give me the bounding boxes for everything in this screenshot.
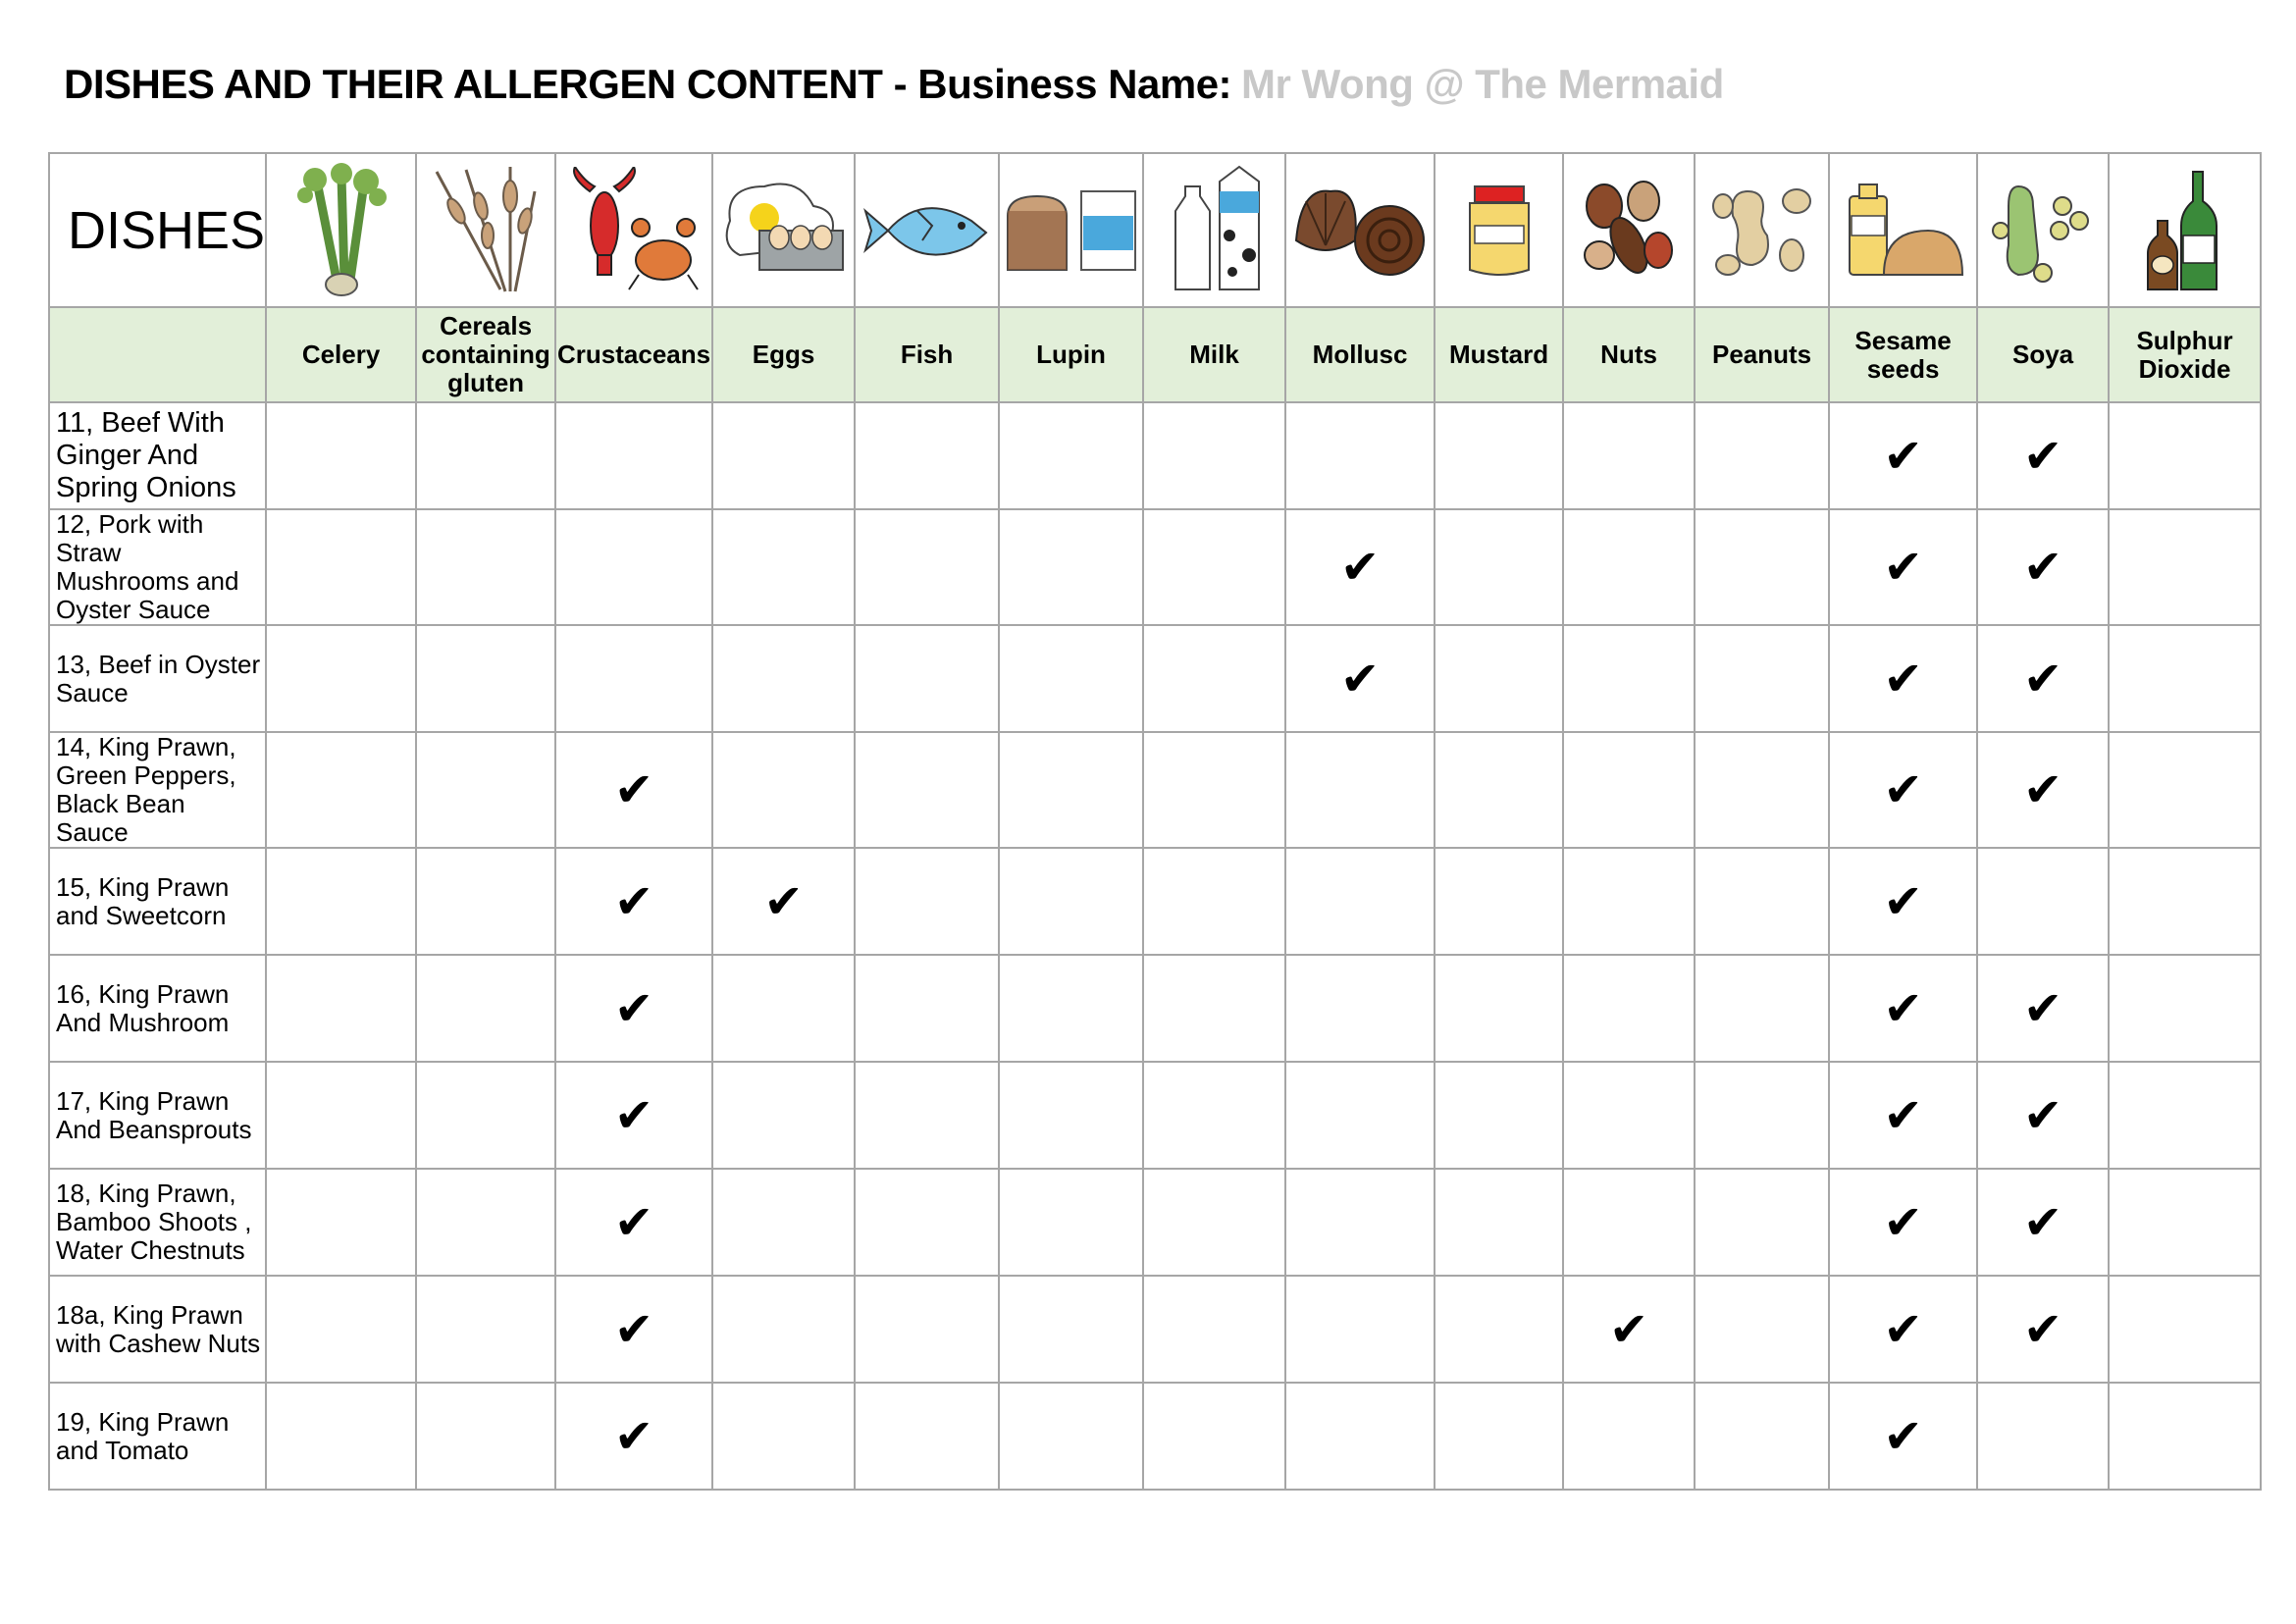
check-icon: ✔ — [2022, 1194, 2063, 1250]
allergen-cell-mollusc — [1285, 625, 1435, 732]
soya-icon — [1977, 153, 2109, 307]
allergen-cell-mollusc — [1285, 732, 1435, 848]
allergen-cell-lupin — [999, 625, 1143, 732]
allergen-cell-sesame — [1829, 625, 1977, 732]
allergen-cell-fish — [855, 402, 999, 509]
check-icon: ✔ — [1883, 1408, 1923, 1464]
allergen-label-nuts: Nuts — [1563, 307, 1695, 402]
title-text: DISHES AND THEIR ALLERGEN CONTENT — [64, 61, 883, 107]
allergen-label-celery: Celery — [266, 307, 416, 402]
celery-icon — [266, 153, 416, 307]
check-icon: ✔ — [1883, 651, 1923, 707]
business-name: Mr Wong @ The Mermaid — [1241, 61, 1724, 107]
allergen-cell-sulphur — [2109, 1383, 2261, 1490]
allergen-cell-milk — [1143, 1062, 1285, 1169]
allergen-cell-soya — [1977, 1169, 2109, 1276]
allergen-cell-crustaceans — [555, 1276, 712, 1383]
allergen-cell-eggs — [712, 848, 855, 955]
allergen-cell-peanuts — [1695, 848, 1829, 955]
milk-icon — [1143, 153, 1285, 307]
dish-name: 18, King Prawn, Bamboo Shoots , Water Chestnuts — [49, 1169, 266, 1276]
lobster-crab-icon — [555, 153, 712, 307]
allergen-cell-eggs — [712, 955, 855, 1062]
allergen-cell-fish — [855, 1062, 999, 1169]
check-icon: ✔ — [613, 1301, 654, 1357]
allergen-cell-milk — [1143, 1383, 1285, 1490]
allergen-cell-peanuts — [1695, 402, 1829, 509]
allergen-label-gluten: Cereals containing gluten — [416, 307, 555, 402]
allergen-cell-sulphur — [2109, 732, 2261, 848]
dish-row — [49, 509, 2261, 625]
allergen-cell-sesame — [1829, 1276, 1977, 1383]
allergen-cell-peanuts — [1695, 1276, 1829, 1383]
check-icon: ✔ — [1883, 1194, 1923, 1250]
allergen-cell-crustaceans — [555, 509, 712, 625]
allergen-cell-milk — [1143, 848, 1285, 955]
allergen-cell-celery — [266, 1276, 416, 1383]
business-label: Business Name: — [917, 61, 1232, 107]
dish-name: 13, Beef in Oyster Sauce — [49, 625, 266, 732]
check-icon: ✔ — [2022, 428, 2063, 484]
check-icon: ✔ — [763, 873, 804, 929]
allergen-cell-fish — [855, 1276, 999, 1383]
allergen-cell-gluten — [416, 402, 555, 509]
allergen-cell-fish — [855, 509, 999, 625]
allergen-cell-eggs — [712, 1169, 855, 1276]
dish-row — [49, 1062, 2261, 1169]
allergen-label-mollusc: Mollusc — [1285, 307, 1435, 402]
allergen-cell-soya — [1977, 732, 2109, 848]
wine-beer-icon — [2109, 153, 2261, 307]
allergen-cell-milk — [1143, 955, 1285, 1062]
check-icon: ✔ — [613, 1408, 654, 1464]
allergen-cell-sulphur — [2109, 955, 2261, 1062]
allergen-cell-gluten — [416, 955, 555, 1062]
allergen-cell-mollusc — [1285, 1383, 1435, 1490]
allergen-label-peanuts: Peanuts — [1695, 307, 1829, 402]
allergen-cell-eggs — [712, 509, 855, 625]
allergen-cell-sulphur — [2109, 402, 2261, 509]
check-icon: ✔ — [2022, 762, 2063, 817]
check-icon: ✔ — [1883, 1087, 1923, 1143]
allergen-cell-nuts — [1563, 732, 1695, 848]
allergen-cell-celery — [266, 1383, 416, 1490]
allergen-cell-crustaceans — [555, 1383, 712, 1490]
allergen-cell-gluten — [416, 1383, 555, 1490]
allergen-cell-fish — [855, 1169, 999, 1276]
allergen-cell-lupin — [999, 1276, 1143, 1383]
allergen-cell-sesame — [1829, 1169, 1977, 1276]
allergen-cell-milk — [1143, 402, 1285, 509]
allergen-cell-soya — [1977, 1276, 2109, 1383]
allergen-cell-fish — [855, 955, 999, 1062]
allergen-cell-celery — [266, 955, 416, 1062]
allergen-label-crustaceans: Crustaceans — [555, 307, 712, 402]
dish-name: 18a, King Prawn with Cashew Nuts — [49, 1276, 266, 1383]
allergen-label-sesame: Sesame seeds — [1829, 307, 1977, 402]
allergen-cell-eggs — [712, 732, 855, 848]
allergen-cell-mustard — [1435, 732, 1563, 848]
allergen-label-soya: Soya — [1977, 307, 2109, 402]
allergen-table — [48, 152, 2262, 1491]
allergen-cell-fish — [855, 732, 999, 848]
allergen-cell-nuts — [1563, 1276, 1695, 1383]
dish-name: 12, Pork with Straw Mushrooms and Oyster Sauce — [49, 509, 266, 625]
mustard-icon — [1435, 153, 1563, 307]
allergen-cell-sulphur — [2109, 848, 2261, 955]
allergen-cell-gluten — [416, 625, 555, 732]
allergen-cell-mustard — [1435, 1276, 1563, 1383]
allergen-cell-crustaceans — [555, 848, 712, 955]
dish-name: 11, Beef With Ginger And Spring Onions — [49, 402, 266, 509]
dish-name: 17, King Prawn And Beansprouts — [49, 1062, 266, 1169]
check-icon: ✔ — [613, 1087, 654, 1143]
allergen-cell-crustaceans — [555, 732, 712, 848]
allergen-cell-nuts — [1563, 1383, 1695, 1490]
allergen-cell-peanuts — [1695, 1383, 1829, 1490]
dish-row — [49, 402, 2261, 509]
allergen-cell-peanuts — [1695, 509, 1829, 625]
allergen-cell-peanuts — [1695, 1062, 1829, 1169]
allergen-label-sulphur: Sulphur Dioxide — [2109, 307, 2261, 402]
check-icon: ✔ — [613, 873, 654, 929]
allergen-cell-sulphur — [2109, 1169, 2261, 1276]
allergen-cell-soya — [1977, 955, 2109, 1062]
allergen-label-milk: Milk — [1143, 307, 1285, 402]
allergen-cell-mollusc — [1285, 955, 1435, 1062]
dish-row — [49, 848, 2261, 955]
dish-row — [49, 625, 2261, 732]
allergen-cell-celery — [266, 1062, 416, 1169]
check-icon: ✔ — [2022, 651, 2063, 707]
allergen-cell-mustard — [1435, 402, 1563, 509]
check-icon: ✔ — [2022, 980, 2063, 1036]
allergen-cell-soya — [1977, 509, 2109, 625]
allergen-cell-eggs — [712, 1062, 855, 1169]
allergen-cell-mustard — [1435, 1383, 1563, 1490]
allergen-cell-soya — [1977, 1062, 2109, 1169]
allergen-cell-mollusc — [1285, 402, 1435, 509]
wheat-icon — [416, 153, 555, 307]
allergen-label-lupin: Lupin — [999, 307, 1143, 402]
check-icon: ✔ — [613, 1194, 654, 1250]
check-icon: ✔ — [613, 980, 654, 1036]
allergen-cell-mustard — [1435, 848, 1563, 955]
dish-row — [49, 1383, 2261, 1490]
allergen-cell-celery — [266, 402, 416, 509]
allergen-cell-soya — [1977, 848, 2109, 955]
allergen-cell-crustaceans — [555, 625, 712, 732]
allergen-cell-peanuts — [1695, 955, 1829, 1062]
allergen-cell-sesame — [1829, 1062, 1977, 1169]
allergen-cell-mollusc — [1285, 509, 1435, 625]
allergen-cell-milk — [1143, 625, 1285, 732]
check-icon: ✔ — [2022, 1087, 2063, 1143]
check-icon: ✔ — [1608, 1301, 1649, 1357]
fish-icon — [855, 153, 999, 307]
allergen-cell-milk — [1143, 732, 1285, 848]
allergen-cell-lupin — [999, 848, 1143, 955]
allergen-cell-lupin — [999, 1062, 1143, 1169]
allergen-cell-sulphur — [2109, 1276, 2261, 1383]
allergen-cell-mollusc — [1285, 1062, 1435, 1169]
allergen-cell-milk — [1143, 509, 1285, 625]
allergen-cell-gluten — [416, 848, 555, 955]
dishes-heading: DISHES — [49, 153, 266, 307]
allergen-cell-celery — [266, 732, 416, 848]
dish-name: 16, King Prawn And Mushroom — [49, 955, 266, 1062]
allergen-cell-fish — [855, 1383, 999, 1490]
page-title — [64, 61, 1724, 108]
allergen-cell-soya — [1977, 402, 2109, 509]
allergen-label-eggs: Eggs — [712, 307, 855, 402]
check-icon: ✔ — [613, 762, 654, 817]
allergen-cell-lupin — [999, 402, 1143, 509]
blank-cell — [49, 307, 266, 402]
egg-icon — [712, 153, 855, 307]
allergen-cell-sesame — [1829, 1383, 1977, 1490]
check-icon: ✔ — [2022, 1301, 2063, 1357]
dish-row — [49, 1276, 2261, 1383]
dish-row — [49, 955, 2261, 1062]
allergen-cell-nuts — [1563, 955, 1695, 1062]
check-icon: ✔ — [1883, 762, 1923, 817]
allergen-cell-mustard — [1435, 625, 1563, 732]
allergen-cell-gluten — [416, 1169, 555, 1276]
nuts-icon — [1563, 153, 1695, 307]
allergen-label-mustard: Mustard — [1435, 307, 1563, 402]
allergen-cell-soya — [1977, 1383, 2109, 1490]
peanut-icon — [1695, 153, 1829, 307]
allergen-cell-mollusc — [1285, 1276, 1435, 1383]
sesame-icon — [1829, 153, 1977, 307]
allergen-cell-lupin — [999, 732, 1143, 848]
icon-row — [49, 153, 2261, 307]
allergen-cell-celery — [266, 625, 416, 732]
dish-name: 19, King Prawn and Tomato — [49, 1383, 266, 1490]
allergen-cell-nuts — [1563, 1169, 1695, 1276]
allergen-cell-sulphur — [2109, 625, 2261, 732]
dish-row — [49, 1169, 2261, 1276]
check-icon: ✔ — [1339, 651, 1381, 707]
allergen-cell-fish — [855, 848, 999, 955]
allergen-label-row — [49, 307, 2261, 402]
allergen-cell-gluten — [416, 1276, 555, 1383]
allergen-cell-mustard — [1435, 955, 1563, 1062]
allergen-cell-sesame — [1829, 402, 1977, 509]
allergen-cell-mustard — [1435, 1169, 1563, 1276]
shell-icon — [1285, 153, 1435, 307]
allergen-cell-milk — [1143, 1276, 1285, 1383]
allergen-cell-gluten — [416, 509, 555, 625]
allergen-cell-crustaceans — [555, 1062, 712, 1169]
check-icon: ✔ — [1883, 1301, 1923, 1357]
allergen-cell-crustaceans — [555, 955, 712, 1062]
dish-name: 15, King Prawn and Sweetcorn — [49, 848, 266, 955]
allergen-cell-mollusc — [1285, 848, 1435, 955]
check-icon: ✔ — [1339, 540, 1381, 595]
lupin-flour-icon — [999, 153, 1143, 307]
allergen-cell-celery — [266, 848, 416, 955]
allergen-cell-nuts — [1563, 402, 1695, 509]
check-icon: ✔ — [1883, 428, 1923, 484]
allergen-cell-mustard — [1435, 509, 1563, 625]
check-icon: ✔ — [1883, 980, 1923, 1036]
allergen-cell-celery — [266, 509, 416, 625]
dish-row — [49, 732, 2261, 848]
allergen-cell-nuts — [1563, 625, 1695, 732]
allergen-cell-sulphur — [2109, 1062, 2261, 1169]
dish-name: 14, King Prawn, Green Peppers, Black Bean Sauce — [49, 732, 266, 848]
allergen-cell-lupin — [999, 1169, 1143, 1276]
check-icon: ✔ — [1883, 540, 1923, 595]
allergen-cell-mollusc — [1285, 1169, 1435, 1276]
allergen-cell-sesame — [1829, 848, 1977, 955]
allergen-cell-eggs — [712, 625, 855, 732]
allergen-cell-fish — [855, 625, 999, 732]
allergen-cell-lupin — [999, 1383, 1143, 1490]
allergen-cell-nuts — [1563, 848, 1695, 955]
allergen-cell-sesame — [1829, 955, 1977, 1062]
allergen-cell-sesame — [1829, 509, 1977, 625]
allergen-cell-crustaceans — [555, 402, 712, 509]
allergen-cell-peanuts — [1695, 732, 1829, 848]
allergen-cell-nuts — [1563, 1062, 1695, 1169]
title-separator: - — [882, 61, 918, 107]
allergen-cell-eggs — [712, 1276, 855, 1383]
allergen-cell-peanuts — [1695, 625, 1829, 732]
allergen-cell-crustaceans — [555, 1169, 712, 1276]
allergen-cell-milk — [1143, 1169, 1285, 1276]
allergen-cell-nuts — [1563, 509, 1695, 625]
allergen-cell-sulphur — [2109, 509, 2261, 625]
allergen-cell-eggs — [712, 402, 855, 509]
allergen-cell-gluten — [416, 1062, 555, 1169]
allergen-cell-celery — [266, 1169, 416, 1276]
check-icon: ✔ — [1883, 873, 1923, 929]
allergen-cell-mustard — [1435, 1062, 1563, 1169]
allergen-cell-sesame — [1829, 732, 1977, 848]
allergen-cell-gluten — [416, 732, 555, 848]
allergen-cell-eggs — [712, 1383, 855, 1490]
allergen-cell-soya — [1977, 625, 2109, 732]
check-icon: ✔ — [2022, 540, 2063, 595]
allergen-cell-lupin — [999, 955, 1143, 1062]
allergen-cell-lupin — [999, 509, 1143, 625]
allergen-cell-peanuts — [1695, 1169, 1829, 1276]
allergen-label-fish: Fish — [855, 307, 999, 402]
